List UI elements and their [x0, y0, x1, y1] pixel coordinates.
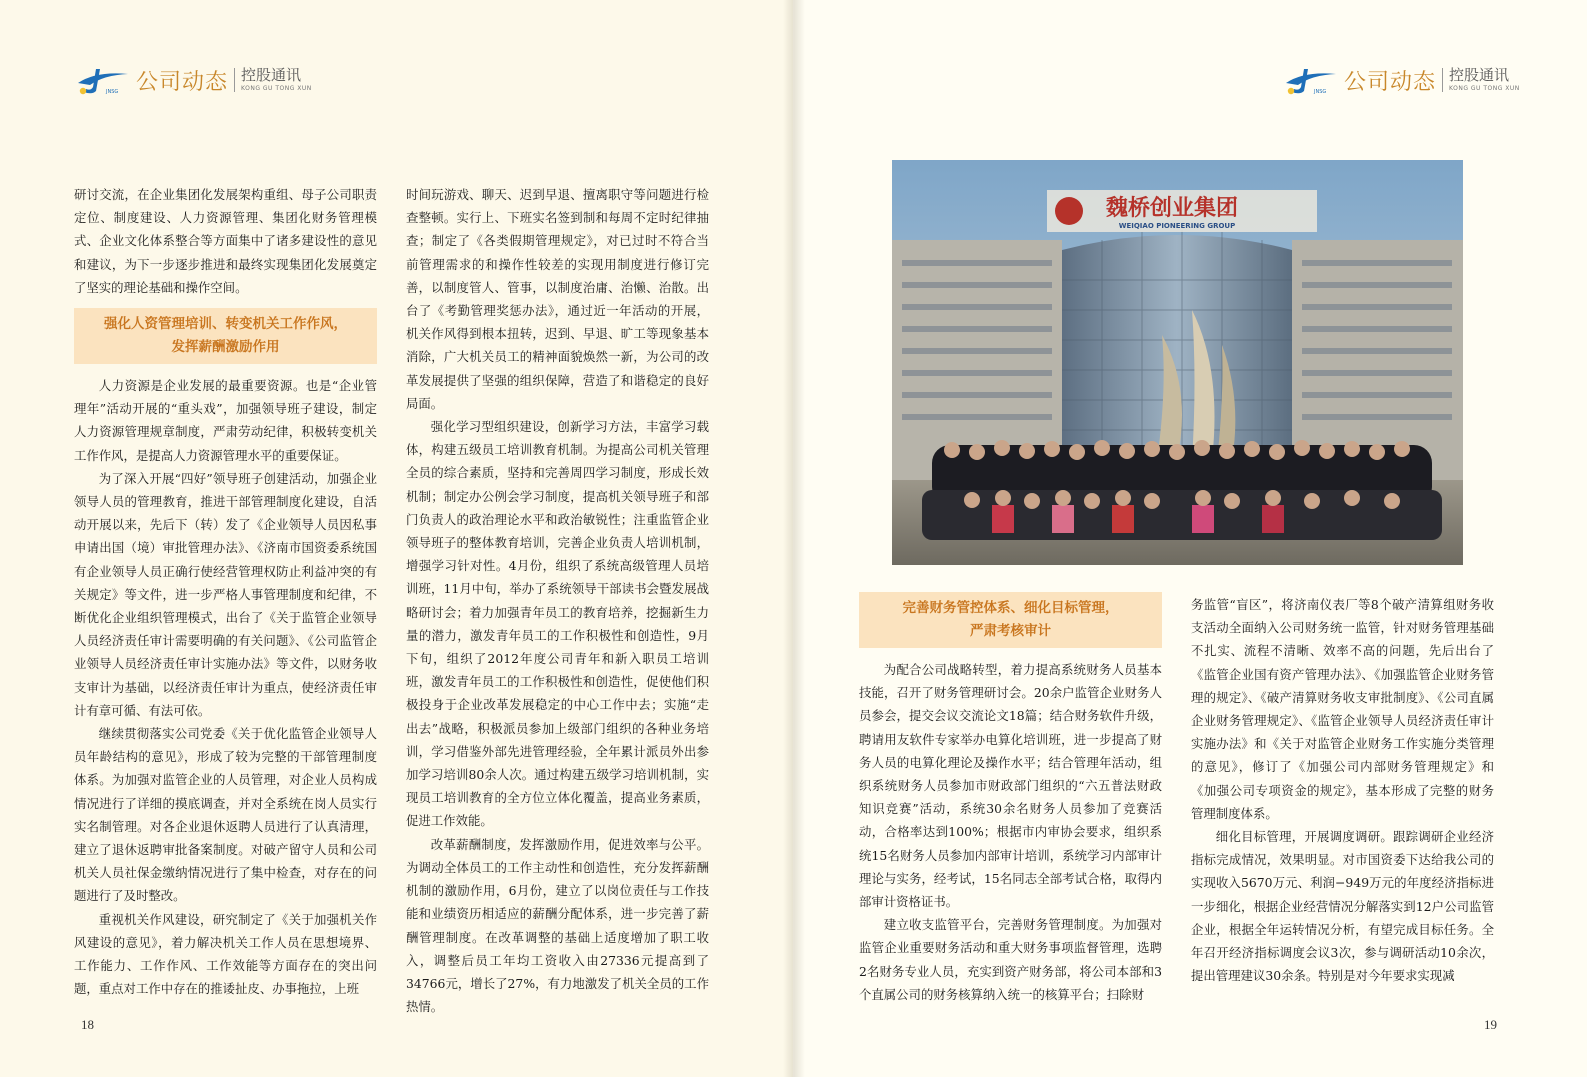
- svg-text:JNSG: JNSG: [106, 89, 119, 95]
- paragraph: 继续贯彻落实公司党委《关于优化监管企业领导人员年龄结构的意见》，形成了较为完整的干部管理制度体系。为加强对监管企业的人员管理，对企业人员构成情况进行了详细的摸底调查，并对全系统在岗人员实行实名制管理。对各企业退休返聘人员进行了认真清理，建立了退休返聘审批备案制度。对破产留守人员和公司机关人员社保金缴纳情况进行了集中检查，对存在的问题进行了及时整改。: [74, 726, 377, 904]
- svg-text:JNSG: JNSG: [1314, 89, 1327, 95]
- header-subtitle-en: KONG GU TONG XUN: [241, 85, 312, 92]
- paragraph: 为了深入开展“四好”领导班子创建活动，加强企业领导人员的管理教育，推进干部管理制度化建设，自活动开展以来，先后下（转）发了《企业领导人员因私事申请出国（境）审批管理办法》、《济南市国资委系统国有企业领导人员正确行使经营管理权防止利益冲突的有关规定》等文件，进一步严格人事管理制度和纪律，不断优化企业组织管理模式，出台了《关于监管企业领导人员经济责任审计需要明确的有关问题》、《公司监管企业领导人员经济责任审计实施办法》等文件，以财务收支审计为基础，以经济责任审计为重点，使经济责任审计有章可循、有法可依。: [74, 470, 377, 718]
- left-page: [0, 0, 793, 1077]
- heading-line: 强化人资管理培训、转变机关工作作风，: [104, 316, 347, 333]
- header-subtitle-cn: 控股通讯: [1449, 66, 1510, 84]
- left-column-2: [406, 183, 709, 1018]
- paragraph: 为配合公司战略转型，着力提高系统财务人员基本技能，召开了财务管理研讨会。20余户监管企业财务人员参会，提交会议交流论文18篇；结合财务软件升级，聘请用友软件专家举办电算化培训班，进一步提高了财务人员的电算化理论及操作水平；结合管理年活动，组织系统财务人员参加市财政部门组织的“六五普法财政知识竞赛”活动，系统30余名财务人员参加了竞赛活动，合格率达到100%；根据市内审协会要求，组织系统15名财务人员参加内部审计培训，系统学习内部审计理论与实务，经考试，15名同志全部考试合格，取得内部审计资格证书。: [859, 662, 1162, 910]
- company-logo-icon: [74, 65, 132, 95]
- page-number-left: 18: [81, 1017, 94, 1032]
- paragraph: 研讨交流，在企业集团化发展架构重组、母子公司职责定位、制度建设、人力资源管理、集团化财务管理模式、企业文化体系整合等方面集中了诸多建设性的意见和建议，为下一步逐步推进和最终实现集团化发展奠定了坚实的理论基础和操作空间。: [74, 187, 377, 295]
- heading-line: 严肃考核审计: [970, 623, 1051, 639]
- heading-line: 完善财务管控体系、细化目标管理，: [902, 600, 1119, 616]
- paragraph: 时间玩游戏、聊天、迟到早退、擅离职守等问题进行检查整顿。实行上、下班实名签到制和每周不定时纪律抽查；制定了《各类假期管理规定》，对已过时不符合当前管理需求的和操作性较差的实现用制度进行修订完善，以制度管人、管事，以制度治庸、治懒、治散。出台了《考勤管理奖惩办法》，通过近一年活动的开展，机关作风得到根本扭转，迟到、早退、旷工等现象基本消除，广大机关员工的精神面貌焕然一新，为公司的改革发展提供了坚强的组织保障，营造了和谐稳定的良好局面。: [406, 187, 709, 411]
- paragraph: 人力资源是企业发展的最重要资源。也是“企业管理年”活动开展的“重头戏”，加强领导班子建设，制定人力资源管理规章制度，严肃劳动纪律，积极转变机关工作作风，是提高人力资源管理水平的重要保证。: [74, 378, 377, 463]
- page-header-left: [74, 62, 312, 98]
- right-column-2: [1191, 593, 1494, 987]
- right-column-1: [859, 585, 1162, 1006]
- section-heading-hr: [74, 308, 377, 364]
- paragraph: 强化学习型组织建设，创新学习方法，丰富学习载体，构建五级员工培训教育机制。为提高公司机关管理全员的综合素质，坚持和完善周四学习制度，形成长效机制；制定办公例会学习制度，提高机关领导班子和部门负责人的政治理论水平和政治敏锐性；注重监管企业领导班子的整体教育培训，完善企业负责人培训机制，增强学习针对性。4月份，组织了系统高级管理人员培训班，11月中旬，举办了系统领导干部读书会暨发展战略研讨会；着力加强青年员工的教育培养，挖掘新生力量的潜力，激发青年员工的工作积极性和创造性，9月下旬，组织了2012年度公司青年和新入职员工培训班，激发青年员工的工作积极性和创造性，促使他们积极投身于企业改革发展稳定的中心工作中去；实施“走出去”战略，积极派员参加上级部门组织的各种业务培训，学习借鉴外部先进管理经验，全年累计派员外出参加学习培训80余人次。通过构建五级学习培训机制，实现员工培训教育的全方位立体化覆盖，提高业务素质，促进工作效能。: [406, 419, 709, 829]
- header-subtitle-cn: 控股通讯: [241, 66, 302, 84]
- paragraph: 务监管“盲区”，将济南仪表厂等8个破产清算组财务收支活动全面纳入公司财务统一监管，针对财务管理基础不扎实、流程不清晰、效率不高的问题，先后出台了《监管企业国有资产管理办法》、《加强监管企业财务管理的规定》、《破产清算财务收支审批制度》、《公司直属企业财务管理规定》、《监管企业领导人员经济责任审计实施办法》和《关于对监管企业财务工作实施分类管理的意见》，修订了《加强公司内部财务管理规定》和《加强公司专项资金的规定》，基本形成了完整的财务管理制度体系。: [1191, 597, 1494, 821]
- company-logo-icon: [1282, 65, 1340, 95]
- paragraph: 建立收支监管平台，完善财务管理制度。为加强对监管企业重要财务活动和重大财务事项监督管理，选聘2名财务专业人员，充实到资产财务部，将公司本部和3个直属公司的财务核算纳入统一的核算平台；扫除财: [859, 917, 1162, 1002]
- group-photo: [892, 160, 1463, 565]
- header-title: 公司动态: [1344, 69, 1437, 95]
- page-gutter: [783, 0, 805, 1077]
- section-heading-finance: [859, 592, 1162, 648]
- paragraph: 重视机关作风建设，研究制定了《关于加强机关作风建设的意见》，着力解决机关工作人员在思想境界、工作能力、工作作风、工作效能等方面存在的突出问题，重点对工作中存在的推诿扯皮、办事拖拉，上班: [74, 911, 377, 997]
- paragraph: 细化目标管理，开展调度调研。跟踪调研企业经济指标完成情况，效果明显。对市国资委下达给我公司的实现收入5670万元、利润−949万元的年度经济指标进一步细化，根据企业经营情况分解落实到12户公司监管企业，根据全年运转情况分析，有望完成目标任务。全年召开经济指标调度会议3次，参与调研活动10余次，提出管理建议30余条。特别是对今年要求实现减: [1191, 829, 1494, 984]
- page-header-right: [1282, 62, 1520, 98]
- sign-text-en: WEIQIAO PIONEERING GROUP: [1118, 222, 1236, 230]
- header-subtitle: [1449, 68, 1520, 92]
- header-separator: [234, 68, 235, 92]
- left-column-1: [74, 183, 377, 1001]
- header-title: 公司动态: [136, 69, 229, 95]
- heading-line: 发挥薪酬激励作用: [171, 339, 280, 356]
- header-subtitle-en: KONG GU TONG XUN: [1449, 85, 1520, 92]
- header-separator: [1442, 68, 1443, 92]
- page-number-right: 19: [1484, 1017, 1497, 1032]
- paragraph: 改革薪酬制度，发挥激励作用，促进效率与公平。为调动全体员工的工作主动性和创造性，充分发挥薪酬机制的激励作用，6月份，建立了以岗位责任与工作技能和业绩资历相适应的薪酬分配体系，进一步完善了薪酬管理制度。在改革调整的基础上适度增加了职工收入，调整后员工年均工资收入由27336元提高到了34766元，增长了27%，有力地激发了机关全员的工作热情。: [406, 836, 709, 1015]
- header-subtitle: [241, 68, 312, 92]
- sign-text-cn: 魏桥创业集团: [1105, 195, 1239, 221]
